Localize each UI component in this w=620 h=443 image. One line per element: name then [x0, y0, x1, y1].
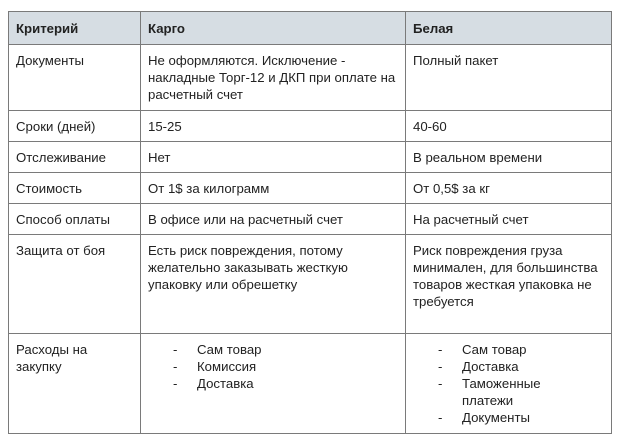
table-row: [9, 334, 612, 434]
comparison-table: [8, 11, 612, 434]
criterion-cell: Отслеживание: [9, 142, 141, 173]
list-item: - Доставка: [148, 375, 398, 392]
cargo-cell: Есть риск повреждения, потому желательно заказывать жесткую упаковку или обрешетку: [141, 235, 406, 334]
white-cell: От 0,5$ за кг: [406, 173, 612, 204]
white-cell: Полный пакет: [406, 45, 612, 111]
white-cell: 40-60: [406, 111, 612, 142]
white-cell: Риск повреждения груза минимален, для большинства товаров жесткая упаковка не требуется: [406, 235, 612, 334]
header-cargo: Карго: [141, 12, 406, 45]
criterion-cell: Защита от боя: [9, 235, 141, 334]
white-cell: На расчетный счет: [406, 204, 612, 235]
header-white: Белая: [406, 12, 612, 45]
table-row: [9, 111, 612, 142]
criterion-cell: Способ оплаты: [9, 204, 141, 235]
table-row: [9, 173, 612, 204]
cargo-cell: От 1$ за килограмм: [141, 173, 406, 204]
criterion-cell: Документы: [9, 45, 141, 111]
cargo-cell: Не оформляются. Исключение - накладные Торг-12 и ДКП при оплате на расчетный счет: [141, 45, 406, 111]
cargo-cell: В офисе или на расчетный счет: [141, 204, 406, 235]
criterion-cell: Сроки (дней): [9, 111, 141, 142]
table-row: [9, 45, 612, 111]
table-row: [9, 204, 612, 235]
list-item: - Комиссия: [148, 358, 398, 375]
list-item: - Таможенные платежи: [413, 375, 604, 409]
white-cost-list: [413, 341, 604, 426]
header-row: [9, 12, 612, 45]
list-item: - Доставка: [413, 358, 604, 375]
table-row: [9, 235, 612, 334]
header-criterion: Критерий: [9, 12, 141, 45]
cargo-cell: Нет: [141, 142, 406, 173]
cargo-cell: 15-25: [141, 111, 406, 142]
cargo-cost-list: [148, 341, 398, 392]
white-cell: [406, 334, 612, 434]
list-item: - Документы: [413, 409, 604, 426]
white-cell: В реальном времени: [406, 142, 612, 173]
table-row: [9, 142, 612, 173]
criterion-cell: Расходы на закупку: [9, 334, 141, 434]
list-item: - Сам товар: [148, 341, 398, 358]
list-item: - Сам товар: [413, 341, 604, 358]
criterion-cell: Стоимость: [9, 173, 141, 204]
cargo-cell: [141, 334, 406, 434]
